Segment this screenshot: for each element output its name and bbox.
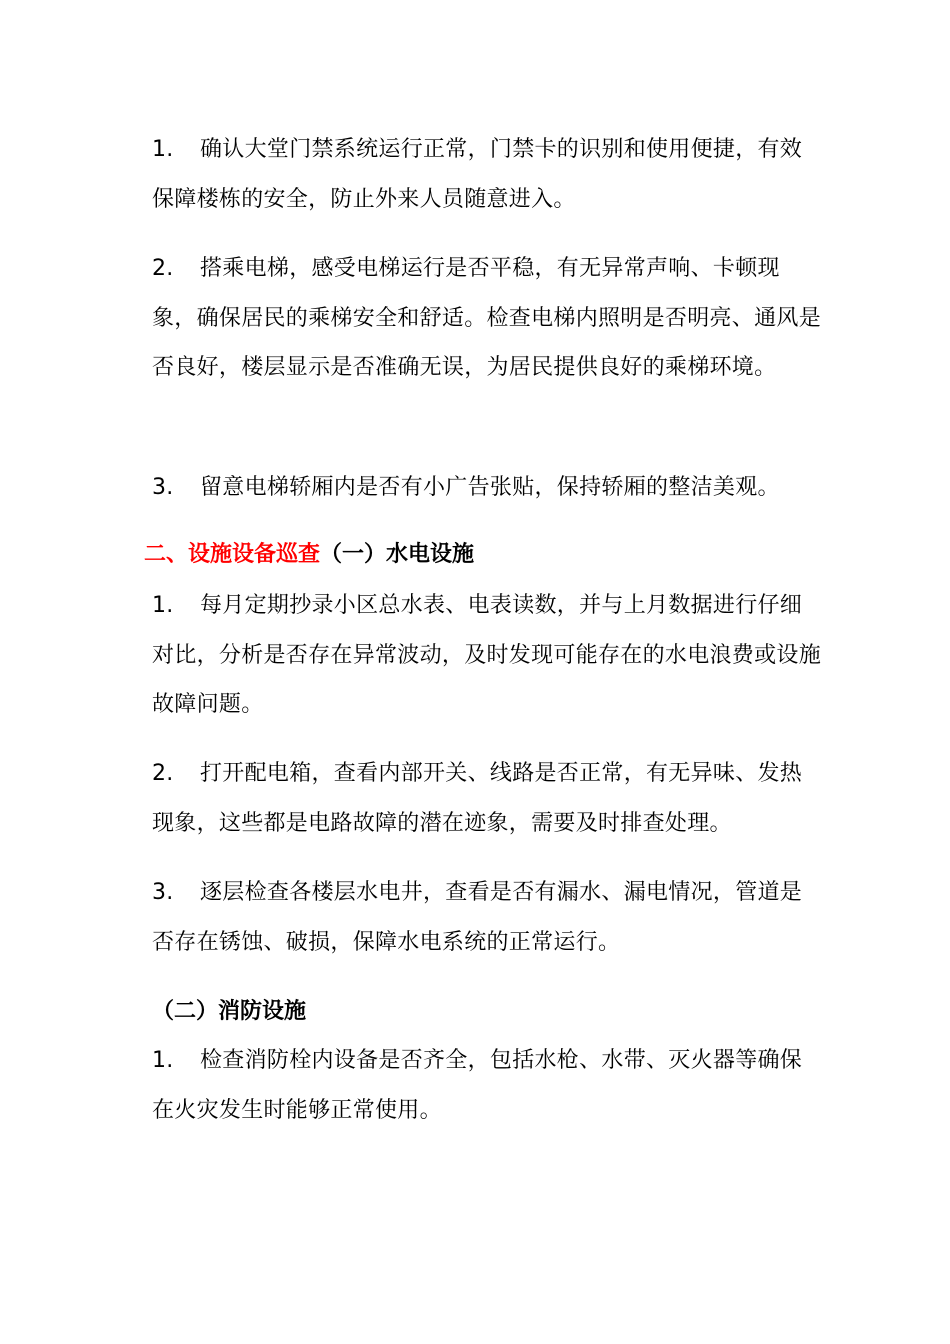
- list-item: [152, 244, 822, 393]
- item-number: 2.: [152, 761, 174, 786]
- list-item: [152, 581, 822, 730]
- item-text: 确认大堂门禁系统运行正常，门禁卡的识别和使用便捷，有效保障楼栋的安全，防止外来人员随意进入。: [152, 137, 803, 212]
- item-number: 1.: [152, 593, 174, 618]
- subsection-heading: （二）消防设施: [152, 999, 307, 1024]
- item-text: 逐层检查各楼层水电井，查看是否有漏水、漏电情况，管道是否存在锈蚀、破损，保障水电系统的正常运行。: [152, 880, 803, 955]
- list-item: [152, 125, 822, 224]
- item-text: 检查消防栓内设备是否齐全，包括水枪、水带、灭火器等确保在火灾发生时能够正常使用。: [152, 1048, 803, 1123]
- list-item: [152, 749, 822, 848]
- item-number: 3.: [152, 475, 174, 500]
- item-text: 每月定期抄录小区总水表、电表读数，并与上月数据进行仔细对比，分析是否存在异常波动，及时发现可能存在的水电浪费或设施故障问题。: [152, 593, 822, 717]
- item-text: 留意电梯轿厢内是否有小广告张贴，保持轿厢的整洁美观。: [200, 475, 780, 500]
- item-number: 1.: [152, 1048, 174, 1073]
- item-number: 2.: [152, 256, 174, 281]
- section-heading-sub: （一）水电设施: [320, 542, 475, 567]
- section-heading: [144, 540, 474, 570]
- item-text: 打开配电箱，查看内部开关、线路是否正常，有无异味、发热现象，这些都是电路故障的潜在迹象，需要及时排查处理。: [152, 761, 803, 836]
- section-heading-red: 二、设施设备巡查: [144, 542, 321, 567]
- item-number: 1.: [152, 137, 174, 162]
- item-text: 搭乘电梯，感受电梯运行是否平稳，有无异常声响、卡顿现象，确保居民的乘梯安全和舒适。检查电梯内照明是否明亮、通风是否良好，楼层显示是否准确无误，为居民提供良好的乘梯环境。: [152, 256, 822, 380]
- list-item: [152, 1036, 822, 1135]
- item-number: 3.: [152, 880, 174, 905]
- list-item: [152, 463, 822, 513]
- list-item: [152, 868, 822, 967]
